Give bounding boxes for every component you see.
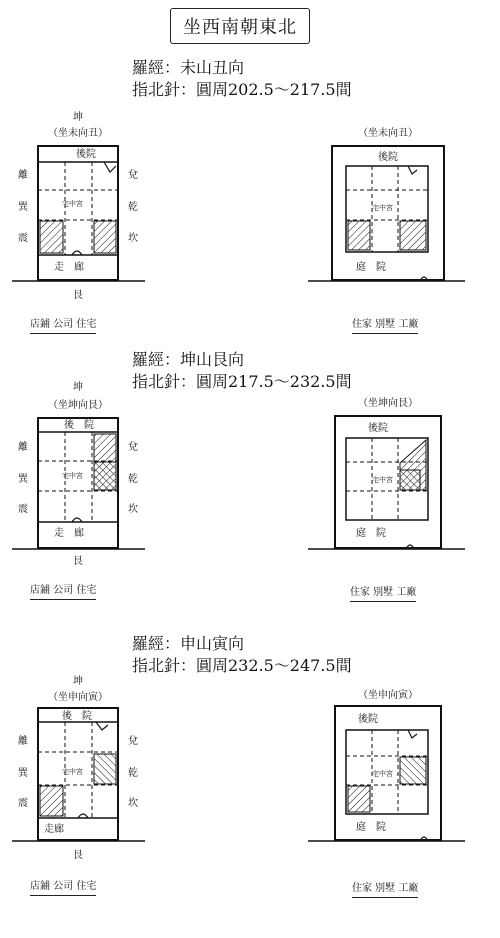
section3-right-label-qian: 乾	[128, 768, 138, 779]
section2-left-top-label: 坤	[73, 382, 83, 393]
section2-left-label-li: 離	[18, 442, 28, 453]
section2-right-center: 宅中宮	[372, 476, 393, 484]
section1-right-label-dui: 兌	[128, 170, 138, 181]
section1-left-center: 宅中宮	[62, 200, 83, 208]
section2-right-label-dui: 兌	[128, 442, 138, 453]
section3-right-label-dui: 兌	[128, 736, 138, 747]
section1-right-back-yard: 後院	[378, 152, 398, 163]
section1-left-plan	[12, 146, 145, 281]
section2-right-back-yard: 後院	[368, 423, 388, 434]
section3-left-label-zhen: 震	[18, 798, 28, 809]
section2-left-orientation: （坐坤向艮）	[48, 400, 108, 411]
section2-left-label-zhen: 震	[18, 504, 28, 515]
section2-right-caption: 住家 別墅 工廠	[350, 586, 416, 602]
section1-left-top-label: 坤	[73, 112, 83, 123]
section3-needle-label: 指北針：圓周232.5～247.5間	[132, 656, 352, 675]
section2-left-center: 宅中宮	[62, 472, 83, 480]
section2-left-bottom-label: 艮	[73, 556, 83, 567]
section2-right-courtyard: 庭 院	[356, 528, 386, 539]
section3-left-orientation: （坐申向寅）	[48, 692, 108, 703]
section3-left-caption: 店鋪 公司 住宅	[30, 880, 96, 896]
section3-compass-label: 羅經：申山寅向	[132, 634, 245, 653]
section1-left-back-yard: 後院	[76, 149, 96, 160]
section3-right-label-kan: 坎	[128, 798, 138, 809]
section3-right-courtyard: 庭 院	[356, 822, 386, 833]
section3-left-label-li: 離	[18, 736, 28, 747]
section3-left-top-label: 坤	[73, 676, 83, 687]
section3-left-center: 宅中宮	[62, 768, 83, 776]
section2-right-label-kan: 坎	[128, 504, 138, 515]
section1-left-orientation: （坐未向丑）	[48, 128, 108, 139]
section1-right-label-kan: 坎	[128, 233, 138, 244]
section1-left-label-xun: 巽	[18, 202, 28, 213]
section3-left-back-yard: 後 院	[62, 711, 92, 722]
section1-right-caption: 住家 別墅 工廠	[352, 318, 418, 334]
section1-left-caption: 店鋪 公司 住宅	[30, 318, 96, 334]
section1-left-bottom-label: 艮	[73, 290, 83, 301]
section3-left-bottom-label: 艮	[73, 850, 83, 861]
section2-compass-label: 羅經：坤山艮向	[132, 350, 245, 369]
section2-left-label-xun: 巽	[18, 474, 28, 485]
section2-right-label-qian: 乾	[128, 474, 138, 485]
section1-left-label-zhen: 震	[18, 233, 28, 244]
section3-left-label-xun: 巽	[18, 768, 28, 779]
page-title: 坐西南朝東北	[170, 8, 310, 44]
section3-left-corridor: 走廊	[44, 824, 64, 835]
section3-right-center: 宅中宮	[372, 770, 393, 778]
section3-right-orientation: （坐申向寅）	[358, 690, 418, 701]
section1-right-center: 宅中宮	[372, 204, 393, 212]
section3-right-back-yard: 後院	[358, 714, 378, 725]
section2-right-orientation: （坐坤向艮）	[358, 398, 418, 409]
section2-left-corridor: 走 廊	[54, 528, 84, 539]
section1-left-label-li: 離	[18, 170, 28, 181]
section1-needle-label: 指北針：圓周202.5～217.5間	[132, 80, 352, 99]
section2-left-back-yard: 後 院	[64, 420, 94, 431]
section1-right-courtyard: 庭 院	[356, 262, 386, 273]
section2-needle-label: 指北針：圓周217.5～232.5間	[132, 372, 352, 391]
section1-compass-label: 羅經：未山丑向	[132, 58, 245, 77]
section1-right-label-qian: 乾	[128, 202, 138, 213]
section3-right-caption: 住家 別墅 工廠	[352, 882, 418, 898]
section2-left-caption: 店鋪 公司 住宅	[30, 584, 96, 600]
section1-left-corridor: 走 廊	[54, 262, 84, 273]
section1-right-orientation: （坐未向丑）	[358, 128, 418, 139]
